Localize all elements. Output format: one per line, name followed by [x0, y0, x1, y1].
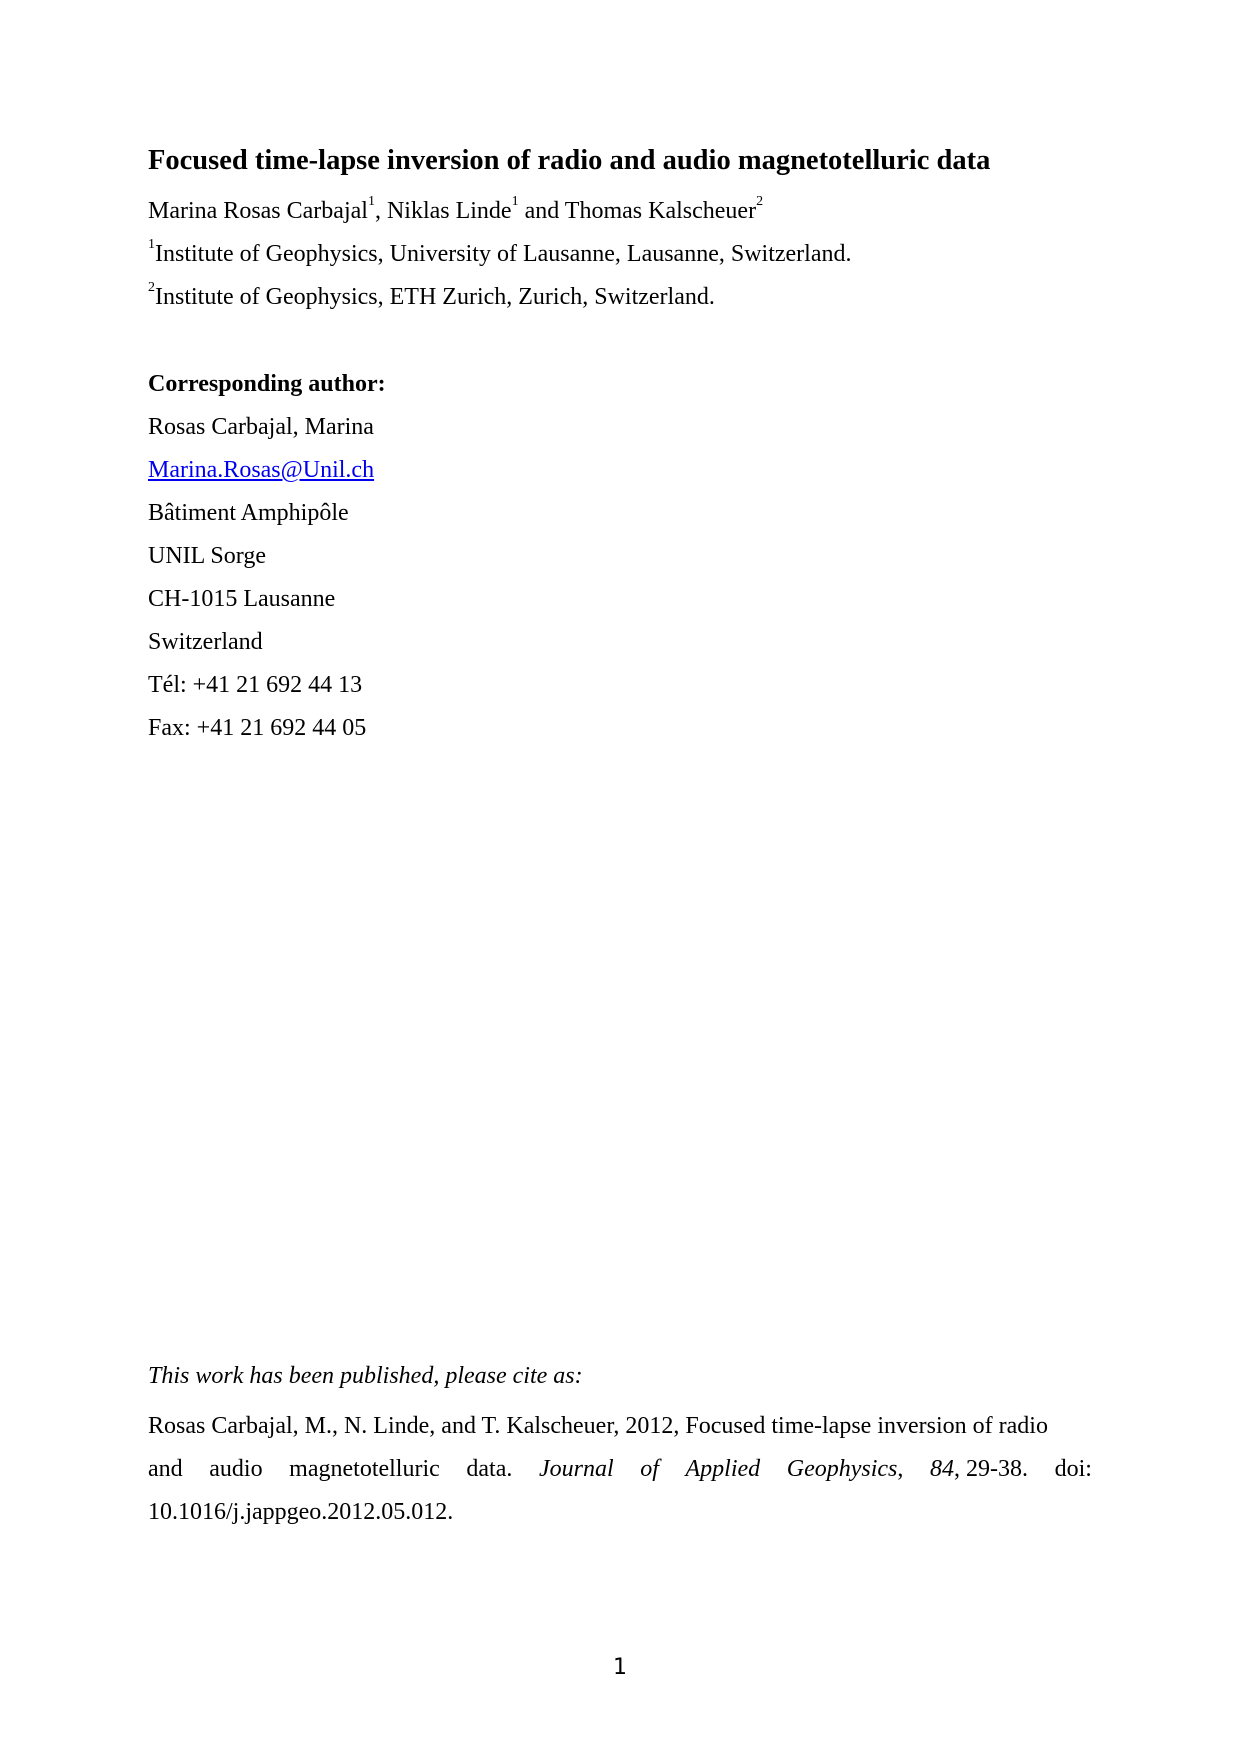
address-country: Switzerland: [148, 629, 263, 655]
citation-intro: This work has been published, please cite as:: [148, 1363, 583, 1389]
citation-punctuation: ,: [897, 1456, 904, 1482]
corresponding-name: Rosas Carbajal, Marina: [148, 414, 374, 440]
affiliation-marker: 1: [367, 194, 375, 209]
journal-word: Geophysics: [786, 1456, 898, 1482]
journal-word: Journal: [538, 1456, 614, 1482]
affiliation-text: Institute of Geophysics, ETH Zurich, Zurich, Switzerland.: [155, 284, 715, 310]
page-number: 1: [613, 1655, 627, 1680]
affiliation-text: Institute of Geophysics, University of Lausanne, Lausanne, Switzerland.: [155, 241, 852, 267]
citation-line-1: [148, 1405, 1092, 1448]
address-city: CH-1015 Lausanne: [148, 586, 336, 612]
citation-line-3: 10.1016/j.jappgeo.2012.05.012.: [148, 1499, 454, 1525]
author-name: Marina Rosas Carbajal: [148, 198, 368, 224]
affiliation-2: [148, 280, 715, 312]
volume-pages: [930, 1448, 1028, 1491]
journal-word: Applied: [685, 1456, 761, 1482]
address-campus: UNIL Sorge: [148, 543, 266, 569]
journal-word: of: [640, 1456, 659, 1482]
phone-number: Tél: +41 21 692 44 13: [148, 672, 363, 698]
journal-name-end: [787, 1448, 904, 1491]
address-building: Bâtiment Amphipôle: [148, 500, 349, 526]
citation-line-2: [148, 1448, 1092, 1491]
affiliation-marker: 2: [756, 194, 764, 209]
paper-title: Focused time-lapse inversion of radio and audio magnetotelluric data: [148, 145, 991, 176]
citation-word: and: [148, 1456, 183, 1482]
citation-text: [148, 1405, 1092, 1534]
email-link[interactable]: Marina.Rosas@Unil.ch: [148, 457, 375, 483]
citation-word: magnetotelluric: [289, 1456, 440, 1482]
citation-word: doi:: [1054, 1456, 1092, 1482]
affiliation-marker: 2: [148, 280, 155, 295]
citation-word: data.: [466, 1456, 513, 1482]
affiliation-marker: 1: [148, 237, 155, 252]
author-name: and Thomas Kalscheuer: [518, 198, 757, 224]
affiliation-marker: 1: [511, 194, 519, 209]
citation-line-text: Rosas Carbajal, M., N. Linde, and T. Kalscheuer, 2012, Focused time-lapse inversion of radio: [148, 1413, 1048, 1439]
journal-pages: , 29-38.: [953, 1456, 1028, 1482]
corresponding-heading: Corresponding author:: [148, 371, 386, 397]
affiliation-1: [148, 237, 852, 269]
author-list: [148, 194, 764, 226]
fax-number: Fax: +41 21 692 44 05: [148, 715, 367, 741]
journal-volume: 84: [929, 1456, 954, 1482]
author-name: , Niklas Linde: [374, 198, 512, 224]
citation-word: audio: [209, 1456, 263, 1482]
